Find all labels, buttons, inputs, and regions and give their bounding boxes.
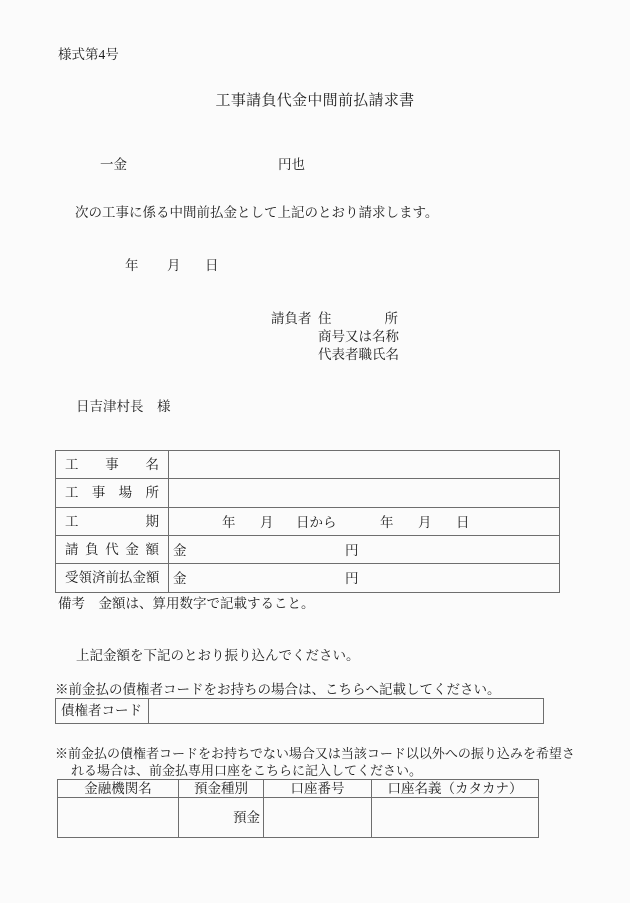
table-row-work-site [56,479,559,508]
contractor-label: 請負者 [271,311,312,326]
transfer-note: 上記金額を下記のとおり振り込んでください。 [76,648,360,663]
bank-name-value[interactable] [58,798,179,837]
date-month-label: 月 [167,258,181,273]
contract-amount-suffix: 円 [345,543,359,558]
remark-text: 備考 金額は、算用数字で記載すること。 [58,596,315,611]
addressee: 日吉津村長 様 [76,399,171,414]
work-period-value[interactable] [169,508,559,535]
creditor-code-label: 債権者コード [56,699,149,723]
form-number: 様式第4号 [58,47,119,62]
contractor-trade-name-label: 商号又は名称 [318,329,399,344]
period-to-year: 年 [380,515,394,530]
period-from-month: 月 [260,515,274,530]
account-number-header: 口座番号 [264,780,372,797]
contractor-address-label: 住 所 [318,311,398,326]
work-site-value[interactable] [169,479,559,507]
amount-suffix: 円也 [278,157,305,172]
work-details-table [55,450,560,593]
bank-note-line1: ※前金払の債権者コードをお持ちでない場合又は当該コード以以外への振り込みを希望さ [55,746,575,761]
page-title: 工事請負代金中間前払請求書 [215,93,415,109]
declaration-text: 次の工事に係る中間前払金として上記のとおり請求します。 [75,205,439,220]
received-advance-value[interactable] [169,564,559,592]
period-to-day: 日 [456,515,470,530]
table-row-contract-amount [56,536,559,564]
creditor-code-table [55,698,544,724]
work-name-label-text: 工 事 名 [65,456,159,472]
date-year-label: 年 [125,258,139,273]
bank-table-data-row [58,798,538,837]
amount-prefix: 一金 [100,157,127,172]
period-to-month: 月 [418,515,432,530]
creditor-code-note: ※前金払の債権者コードをお持ちの場合は、こちらへ記載してください。 [55,682,501,697]
contract-amount-value[interactable] [169,536,559,563]
contractor-representative-label: 代表者職氏名 [318,347,399,362]
work-site-label-text: 工 事 場 所 [65,485,159,501]
table-row-work-period [56,508,559,536]
work-name-value[interactable] [169,451,559,478]
table-row-received-advance [56,564,559,592]
date-day-label: 日 [205,258,219,273]
account-holder-header: 口座名義（カタカナ） [387,780,523,796]
deposit-type-header: 預金種別 [179,780,264,797]
received-advance-suffix: 円 [345,571,359,586]
account-number-value[interactable] [264,798,372,837]
creditor-code-row [56,699,543,723]
bank-name-header: 金融機関名 [58,780,179,797]
creditor-code-value[interactable] [149,699,543,723]
received-advance-label [56,564,169,592]
bank-note-line2: れる場合は、前金払専用口座をこちらに記入してください。 [71,763,423,778]
period-from-year: 年 [222,515,236,530]
work-period-label-text: 工 期 [65,513,159,529]
work-site-label [56,479,169,507]
period-from-day: 日から [296,515,337,530]
contract-amount-prefix: 金 [173,543,187,558]
contract-amount-label [56,536,169,563]
work-period-label [56,508,169,535]
work-name-label [56,451,169,478]
received-advance-label-text: 受 領 済 前 払 金 額 [65,570,160,586]
account-holder-value[interactable] [372,798,538,837]
table-row-work-name [56,451,559,479]
deposit-suffix-label: 預金 [233,809,260,825]
contract-amount-label-text: 請 負 代 金 額 [65,541,159,557]
bank-account-table [57,779,539,838]
deposit-type-value[interactable] [179,798,264,837]
received-advance-prefix: 金 [173,571,187,586]
bank-table-header-row [58,780,538,798]
